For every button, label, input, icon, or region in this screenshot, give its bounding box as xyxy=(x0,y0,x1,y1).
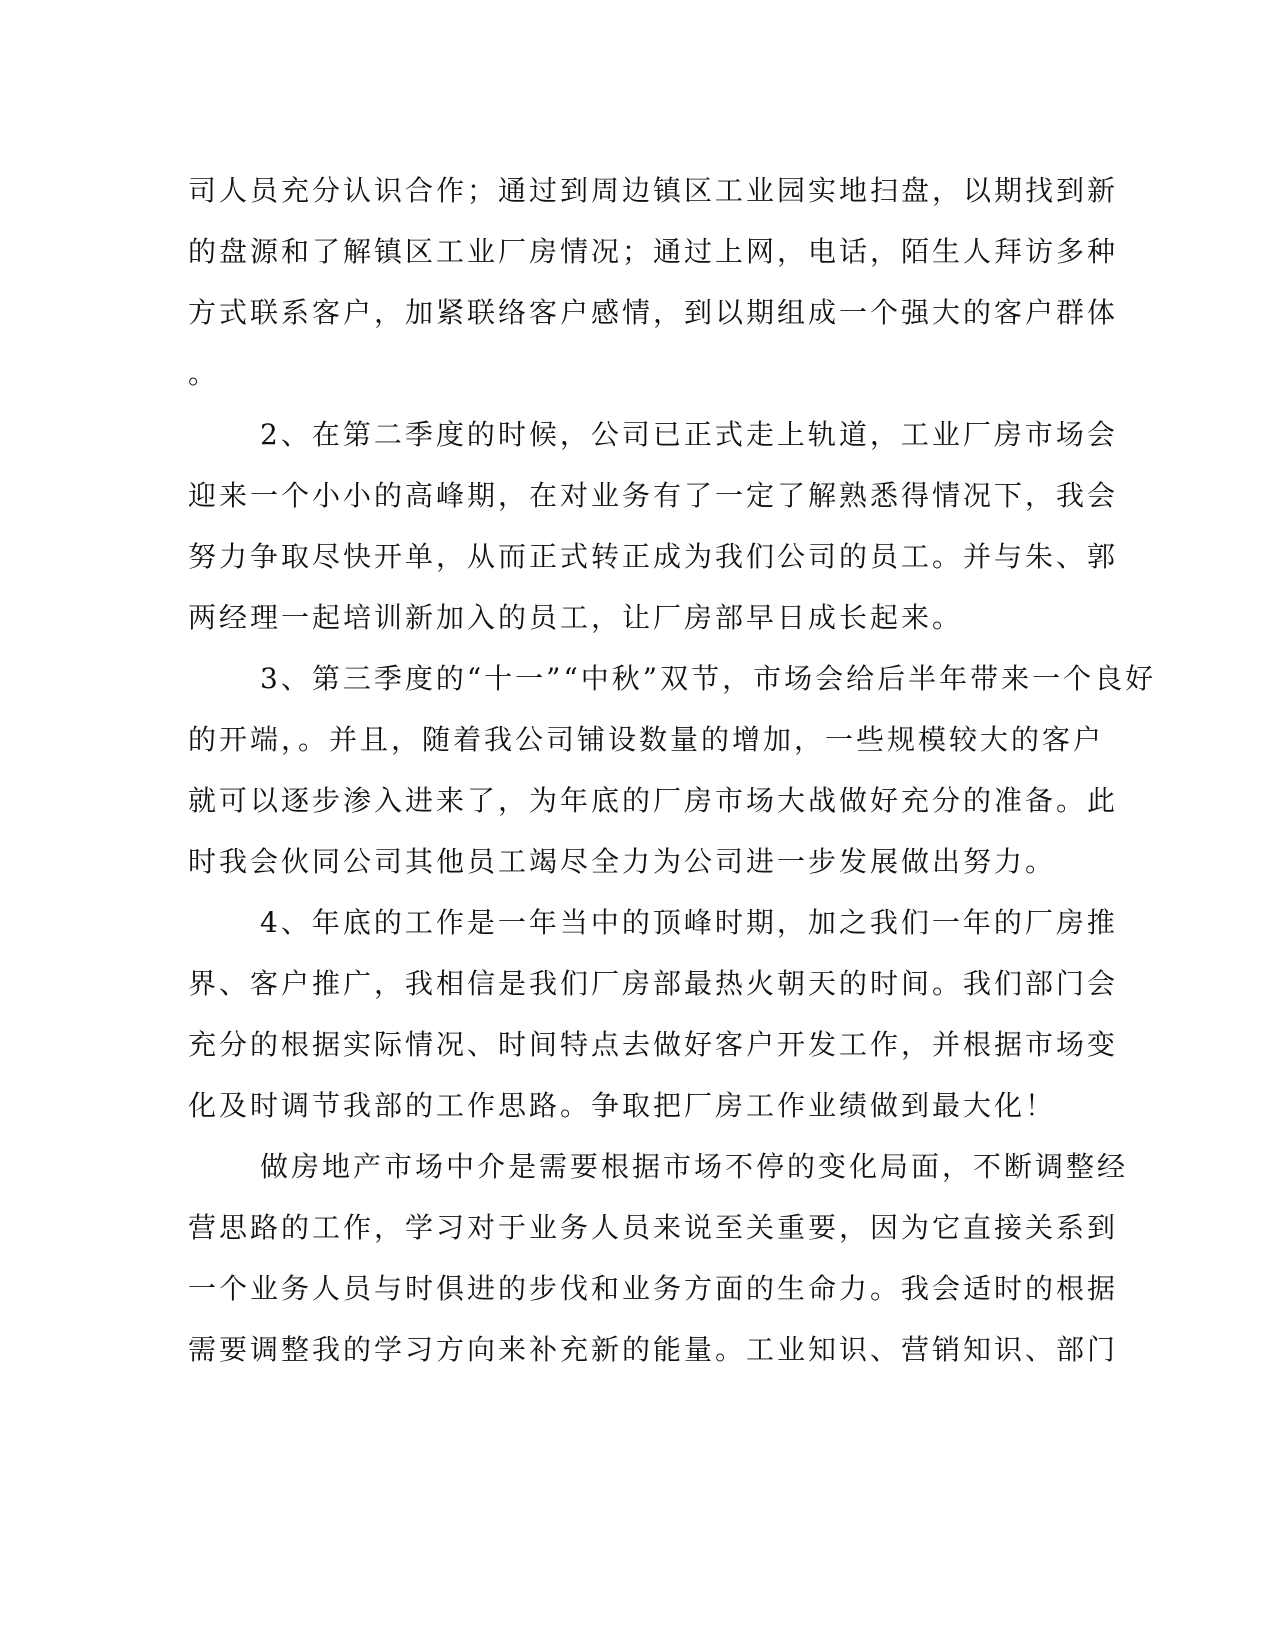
text-line: 一个业务人员与时俱进的步伐和业务方面的生命力。我会适时的根据 xyxy=(188,1272,1119,1305)
text-line: 需要调整我的学习方向来补充新的能量。工业知识、营销知识、部门 xyxy=(188,1333,1119,1366)
text-line: 两经理一起培训新加入的员工，让厂房部早日成长起来。 xyxy=(188,601,964,634)
text-line: 时我会伙同公司其他员工竭尽全力为公司进一步发展做出努力。 xyxy=(188,845,1057,878)
paragraph-5-start: 做房地产市场中介是需要根据市场不停的变化局面，不断调整经 xyxy=(260,1150,1129,1183)
body-text xyxy=(188,160,1157,1380)
text-line: 努力争取尽快开单，从而正式转正成为我们公司的员工。并与朱、郭 xyxy=(188,540,1119,573)
text-line: 方式联系客户，加紧联络客户感情，到以期组成一个强大的客户群体 xyxy=(188,296,1119,329)
text-line: 司人员充分认识合作；通过到周边镇区工业园实地扫盘，以期找到新 xyxy=(188,174,1119,207)
paragraph-3-start: 3、第三季度的“十一”“中秋”双节，市场会给后半年带来一个良好 xyxy=(260,662,1157,695)
text-line: 充分的根据实际情况、时间特点去做好客户开发工作，并根据市场变 xyxy=(188,1028,1119,1061)
text-line: 化及时调节我部的工作思路。争取把厂房工作业绩做到最大化！ xyxy=(188,1089,1057,1122)
text-line: 就可以逐步渗入进来了，为年底的厂房市场大战做好充分的准备。此 xyxy=(188,784,1119,817)
text-line: 界、客户推广，我相信是我们厂房部最热火朝天的时间。我们部门会 xyxy=(188,967,1119,1000)
text-line: 迎来一个小小的高峰期，在对业务有了一定了解熟悉得情况下，我会 xyxy=(188,479,1119,512)
text-line: 的开端，。并且，随着我公司铺设数量的增加，一些规模较大的客户 xyxy=(188,723,1105,756)
text-line: 。 xyxy=(188,357,220,390)
text-line: 的盘源和了解镇区工业厂房情况；通过上网，电话，陌生人拜访多种 xyxy=(188,235,1119,268)
paragraph-4-start: 4、年底的工作是一年当中的顶峰时期，加之我们一年的厂房推 xyxy=(260,906,1118,939)
paragraph-2-start: 2、在第二季度的时候，公司已正式走上轨道，工业厂房市场会 xyxy=(260,418,1118,451)
text-line: 营思路的工作，学习对于业务人员来说至关重要，因为它直接关系到 xyxy=(188,1211,1119,1244)
